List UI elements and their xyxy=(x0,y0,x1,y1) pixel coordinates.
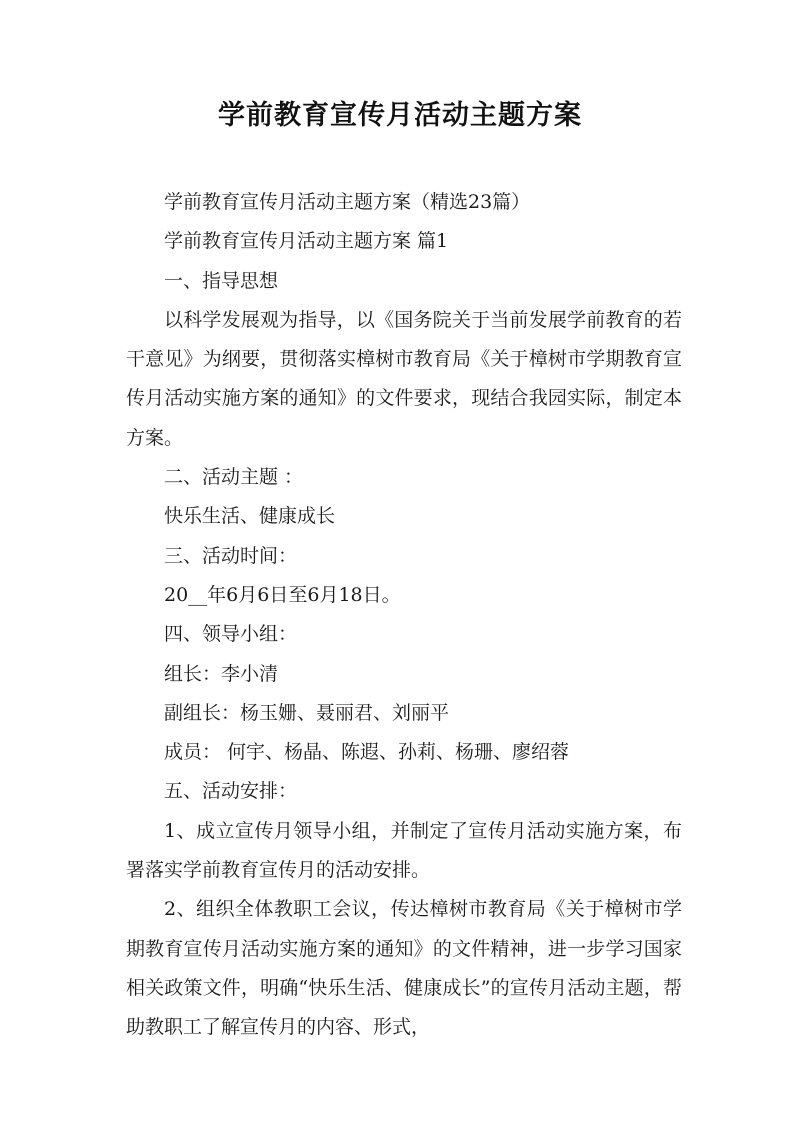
paragraph-arrangement-2: 2、组织全体教职工会议，传达樟树市教育局《关于樟树市学期教育宣传月活动实施方案的通知》的文件精神，进一步学习国家相关政策文件，明确“快乐生活、健康成长”的宣传月活动主题，帮助教职工了解宣传月的内容、形式， xyxy=(126,898,682,1039)
paragraph-heading-guiding-thought: 一、指导思想 xyxy=(164,269,279,292)
paragraph-theme: 快乐生活、健康成长 xyxy=(164,505,336,528)
paragraph-heading-theme: 二、活动主题 ： xyxy=(164,466,304,489)
paragraph-members: 成员： 何宇、杨晶、陈遐、孙莉、杨珊、廖绍蓉 xyxy=(164,741,570,764)
paragraph-guiding-thought: 以科学发展观为指导，以《国务院关于当前发展学前教育的若干意见》为纲要，贯彻落实樟树市教育局《关于樟树市学期教育宣传月活动实施方案的通知》的文件要求，现结合我园实际，制定本方案。 xyxy=(126,308,682,449)
document-title: 学前教育宣传月活动主题方案 xyxy=(218,100,582,131)
paragraph-subtitle: 学前教育宣传月活动主题方案（精选23篇） xyxy=(164,191,531,213)
paragraph-time: 20__年6月6日至6月18日。 xyxy=(164,583,401,606)
paragraph-heading-time: 三、活动时间： xyxy=(164,544,298,567)
paragraph-deputy-leaders: 副组长：杨玉姗、聂丽君、刘丽平 xyxy=(164,701,450,724)
paragraph-leader: 组长：李小清 xyxy=(164,662,279,685)
paragraph-arrangement-1: 1、成立宣传月领导小组，并制定了宣传月活动实施方案，布署落实学前教育宣传月的活动安排。 xyxy=(126,819,682,882)
paragraph-heading-arrangement: 五、活动安排： xyxy=(164,780,298,803)
paragraph-section-heading: 学前教育宣传月活动主题方案 篇1 xyxy=(164,230,449,253)
document-body xyxy=(126,183,682,1048)
paragraph-heading-leadership: 四、领导小组： xyxy=(164,623,298,646)
